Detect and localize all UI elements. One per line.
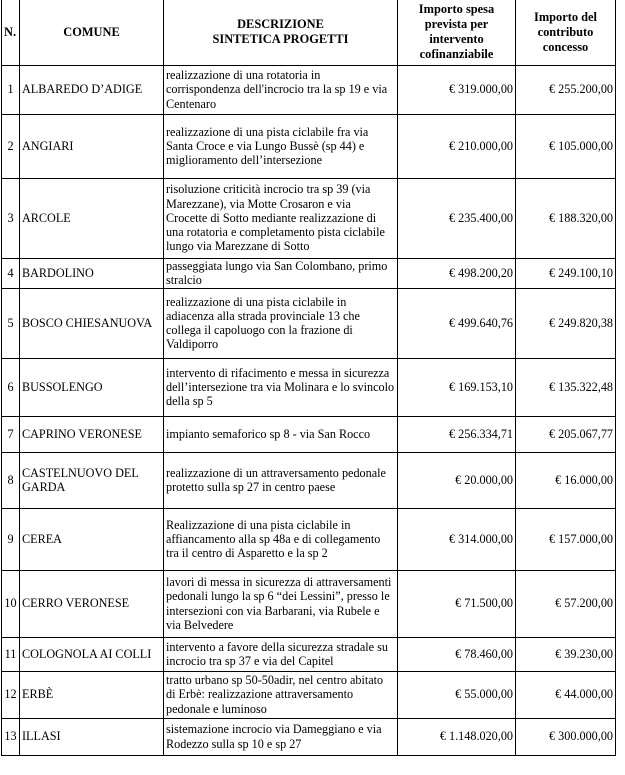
row-number: 9 — [2, 508, 20, 570]
comune-cell: CASTELNUOVO DEL GARDA — [20, 452, 164, 508]
importo-spesa-cell: € 20.000,00 — [398, 452, 516, 508]
description-cell: lavori di messa in sicurezza di attraversamenti pedonali lungo la sp 6 “dei Lessini”, presso le intersezioni con via Barbarani, via Rubele e via Belvedere — [164, 570, 398, 637]
header-importo-spesa: Importo spesa prevista per intervento cofinanziabile — [398, 0, 516, 65]
importo-spesa-cell: € 1.148.020,00 — [398, 718, 516, 755]
comune-cell: BUSSOLENGO — [20, 358, 164, 416]
table-row — [2, 452, 616, 508]
importo-contributo-cell: € 249.820,38 — [516, 288, 616, 358]
importo-contributo-cell: € 255.200,00 — [516, 65, 616, 114]
row-number: 11 — [2, 637, 20, 671]
row-number: 2 — [2, 114, 20, 178]
comune-cell: BOSCO CHIESANUOVA — [20, 288, 164, 358]
description-cell: intervento a favore della sicurezza stradale su incrocio tra sp 37 e via del Capitel — [164, 637, 398, 671]
importo-contributo-cell: € 135.322,48 — [516, 358, 616, 416]
description-cell: Realizzazione di una pista ciclabile in affiancamento alla sp 48a e di collegamento tra il centro di Asparetto e la sp 2 — [164, 508, 398, 570]
table-row — [2, 178, 616, 258]
header-importo-contributo: Importo del contributo concesso — [516, 0, 616, 65]
comune-cell: ILLASI — [20, 718, 164, 755]
table-row — [2, 288, 616, 358]
description-cell: realizzazione di una pista ciclabile fra via Santa Croce e via Lungo Bussè (sp 44) e miglioramento dell’intersezione — [164, 114, 398, 178]
row-number: 4 — [2, 258, 20, 288]
description-cell: impianto semaforico sp 8 - via San Rocco — [164, 416, 398, 452]
table-row — [2, 570, 616, 637]
table-row — [2, 358, 616, 416]
description-cell: intervento di rifacimento e messa in sicurezza dell’intersezione tra via Molinara e lo svincolo della sp 5 — [164, 358, 398, 416]
importo-contributo-cell: € 249.100,10 — [516, 258, 616, 288]
importo-contributo-cell: € 157.000,00 — [516, 508, 616, 570]
importo-spesa-cell: € 55.000,00 — [398, 671, 516, 718]
comune-cell: BARDOLINO — [20, 258, 164, 288]
row-number: 12 — [2, 671, 20, 718]
row-number: 5 — [2, 288, 20, 358]
description-cell: risoluzione criticità incrocio tra sp 39 (via Marezzane), via Motte Crosaron e via Crocette di Sotto mediante realizzazione di una rotatoria e completamento pista ciclabile lungo via Marezzane di Sotto — [164, 178, 398, 258]
comune-cell: ERBÈ — [20, 671, 164, 718]
table-row — [2, 114, 616, 178]
projects-table — [1, 0, 616, 756]
importo-contributo-cell: € 44.000,00 — [516, 671, 616, 718]
header-comune: COMUNE — [20, 0, 164, 65]
importo-contributo-cell: € 300.000,00 — [516, 718, 616, 755]
table-row — [2, 718, 616, 755]
importo-contributo-cell: € 57.200,00 — [516, 570, 616, 637]
table-row — [2, 416, 616, 452]
importo-contributo-cell: € 16.000,00 — [516, 452, 616, 508]
table-row — [2, 258, 616, 288]
comune-cell: CERRO VERONESE — [20, 570, 164, 637]
importo-spesa-cell: € 319.000,00 — [398, 65, 516, 114]
importo-spesa-cell: € 499.640,76 — [398, 288, 516, 358]
table-row — [2, 508, 616, 570]
row-number: 10 — [2, 570, 20, 637]
description-cell: sistemazione incrocio via Dameggiano e via Rodezzo sulla sp 10 e sp 27 — [164, 718, 398, 755]
importo-spesa-cell: € 71.500,00 — [398, 570, 516, 637]
importo-contributo-cell: € 105.000,00 — [516, 114, 616, 178]
description-cell: passeggiata lungo via San Colombano, primo stralcio — [164, 258, 398, 288]
row-number: 6 — [2, 358, 20, 416]
comune-cell: CEREA — [20, 508, 164, 570]
importo-spesa-cell: € 314.000,00 — [398, 508, 516, 570]
importo-spesa-cell: € 498.200,20 — [398, 258, 516, 288]
row-number: 7 — [2, 416, 20, 452]
comune-cell: ALBAREDO D’ADIGE — [20, 65, 164, 114]
table-row — [2, 637, 616, 671]
row-number: 3 — [2, 178, 20, 258]
header-descrizione: DESCRIZIONE SINTETICA PROGETTI — [164, 0, 398, 65]
description-cell: tratto urbano sp 50-50adir, nel centro abitato di Erbè: realizzazione attraversamento pedonale e luminoso — [164, 671, 398, 718]
comune-cell: CAPRINO VERONESE — [20, 416, 164, 452]
row-number: 8 — [2, 452, 20, 508]
header-row — [2, 0, 616, 65]
importo-spesa-cell: € 210.000,00 — [398, 114, 516, 178]
importo-contributo-cell: € 39.230,00 — [516, 637, 616, 671]
importo-contributo-cell: € 205.067,77 — [516, 416, 616, 452]
table-row — [2, 671, 616, 718]
row-number: 1 — [2, 65, 20, 114]
comune-cell: COLOGNOLA AI COLLI — [20, 637, 164, 671]
description-cell: realizzazione di una pista ciclabile in adiacenza alla strada provinciale 13 che collega il capoluogo con la frazione di Valdiporro — [164, 288, 398, 358]
importo-spesa-cell: € 256.334,71 — [398, 416, 516, 452]
importo-spesa-cell: € 235.400,00 — [398, 178, 516, 258]
importo-spesa-cell: € 78.460,00 — [398, 637, 516, 671]
importo-spesa-cell: € 169.153,10 — [398, 358, 516, 416]
row-number: 13 — [2, 718, 20, 755]
description-cell: realizzazione di un attraversamento pedonale protetto sulla sp 27 in centro paese — [164, 452, 398, 508]
description-cell: realizzazione di una rotatoria in corrispondenza dell'incrocio tra la sp 19 e via Centenaro — [164, 65, 398, 114]
header-n: N. — [2, 0, 20, 65]
comune-cell: ARCOLE — [20, 178, 164, 258]
importo-contributo-cell: € 188.320,00 — [516, 178, 616, 258]
comune-cell: ANGIARI — [20, 114, 164, 178]
table-row — [2, 65, 616, 114]
